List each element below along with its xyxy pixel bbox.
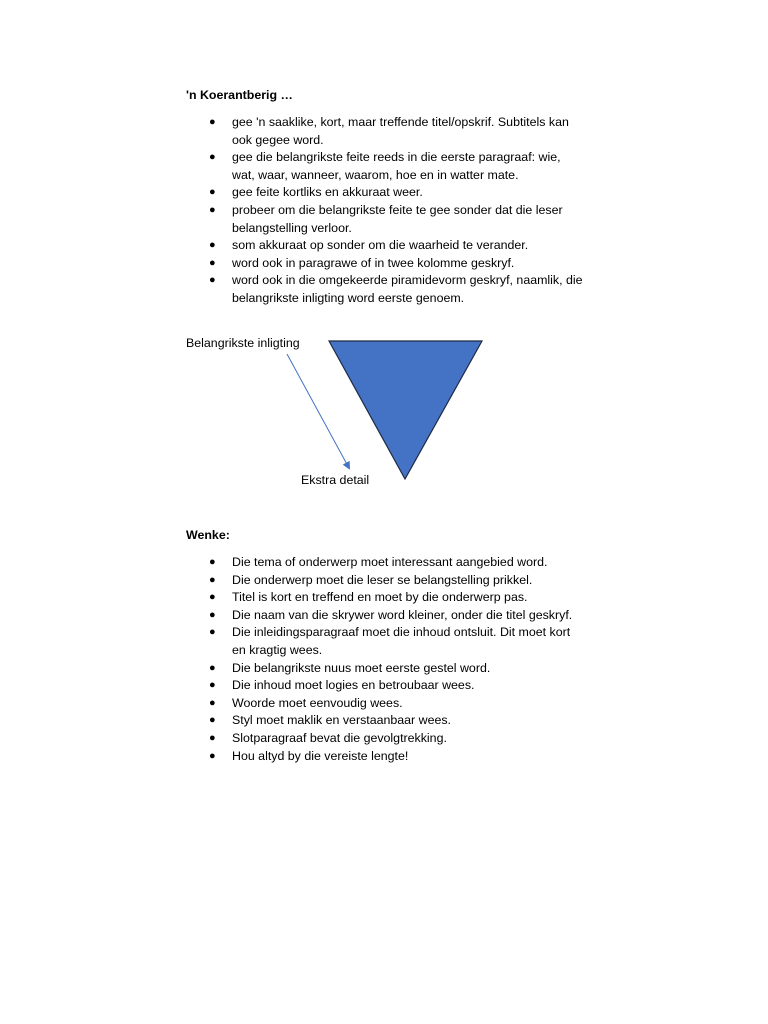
list-item-text: Styl moet maklik en verstaanbaar wees. [232,713,451,728]
bullet-icon: ● [209,186,216,199]
list-item [206,695,586,713]
list-item-text: gee die belangrikste feite reeds in die eerste paragraaf: wie, wat, waar, wanneer, waarom, hoe en in watter mate. [232,150,561,182]
bullet-icon: ● [209,661,216,674]
list-item [206,184,586,202]
list-item [206,255,586,273]
list-item-text: Die belangrikste nuus moet eerste gestel word. [232,660,491,675]
list-item [206,272,586,307]
bullet-icon: ● [209,274,216,287]
list-item-text: Titel is kort en treffend en moet by die onderwerp pas. [232,590,528,605]
list-item-text: gee feite kortliks en akkuraat weer. [232,185,423,200]
inverted-pyramid-diagram [180,330,510,500]
bullet-icon: ● [209,256,216,269]
list-item [206,554,586,572]
list-item-text: word ook in paragrawe of in twee kolomme geskryf. [232,255,515,270]
intro-list [206,114,586,308]
bullet-icon: ● [209,116,216,128]
top-label: Belangrikste inligting [186,336,300,350]
bullet-icon: ● [209,151,216,164]
list-item [206,149,586,184]
list-item [206,607,586,625]
bullet-icon: ● [209,556,216,568]
list-item-text: Die tema of onderwerp moet interessant aangebied word. [232,555,548,569]
bullet-icon: ● [209,714,216,727]
list-item-text: Slotparagraaf bevat die gevolgtrekking. [232,730,447,745]
list-item [206,572,586,590]
bullet-icon: ● [209,203,216,216]
tips-list [206,554,586,765]
bottom-label: Ekstra detail [301,473,370,487]
list-item-text: Hou altyd by die vereiste lengte! [232,748,409,763]
bullet-icon: ● [209,608,216,621]
bullet-icon: ● [209,626,216,639]
list-item-text: Die inleidingsparagraaf moet die inhoud ontsluit. Dit moet kort en kragtig wees. [232,625,571,657]
bullet-icon: ● [209,749,216,762]
list-item-text: Woorde moet eenvoudig wees. [232,695,403,710]
bullet-icon: ● [209,679,216,692]
list-item [206,237,586,255]
bullet-icon: ● [209,239,216,252]
list-item-text: word ook in die omgekeerde piramidevorm geskryf, naamlik, die belangrikste inligting word eerste genoem. [232,273,583,305]
list-item [206,660,586,678]
importance-arrow [287,354,349,468]
list-item-text: probeer om die belangrikste feite te gee sonder dat die leser belangstelling verloor. [232,202,563,235]
list-item-text: gee 'n saaklike, kort, maar treffende titel/opskrif. Subtitels kan ook gegee word. [232,115,569,147]
page-title: 'n Koerantberig … [186,88,293,102]
list-item-text: Die naam van die skrywer word kleiner, onder die titel geskryf. [232,607,573,622]
list-item [206,730,586,748]
inverted-pyramid-triangle [329,341,482,479]
bullet-icon: ● [209,573,216,586]
list-item [206,624,586,659]
list-item [206,114,586,149]
list-item [206,748,586,766]
list-item [206,677,586,695]
list-item-text: Die onderwerp moet die leser se belangstelling prikkel. [232,572,533,587]
list-item-text: som akkuraat op sonder om die waarheid te verander. [232,238,529,253]
bullet-icon: ● [209,696,216,709]
list-item [206,712,586,730]
list-item [206,589,586,607]
list-item-text: Die inhoud moet logies en betroubaar wees. [232,678,475,693]
bullet-icon: ● [209,731,216,744]
bullet-icon: ● [209,591,216,604]
tips-heading: Wenke: [186,528,230,542]
list-item [206,202,586,237]
